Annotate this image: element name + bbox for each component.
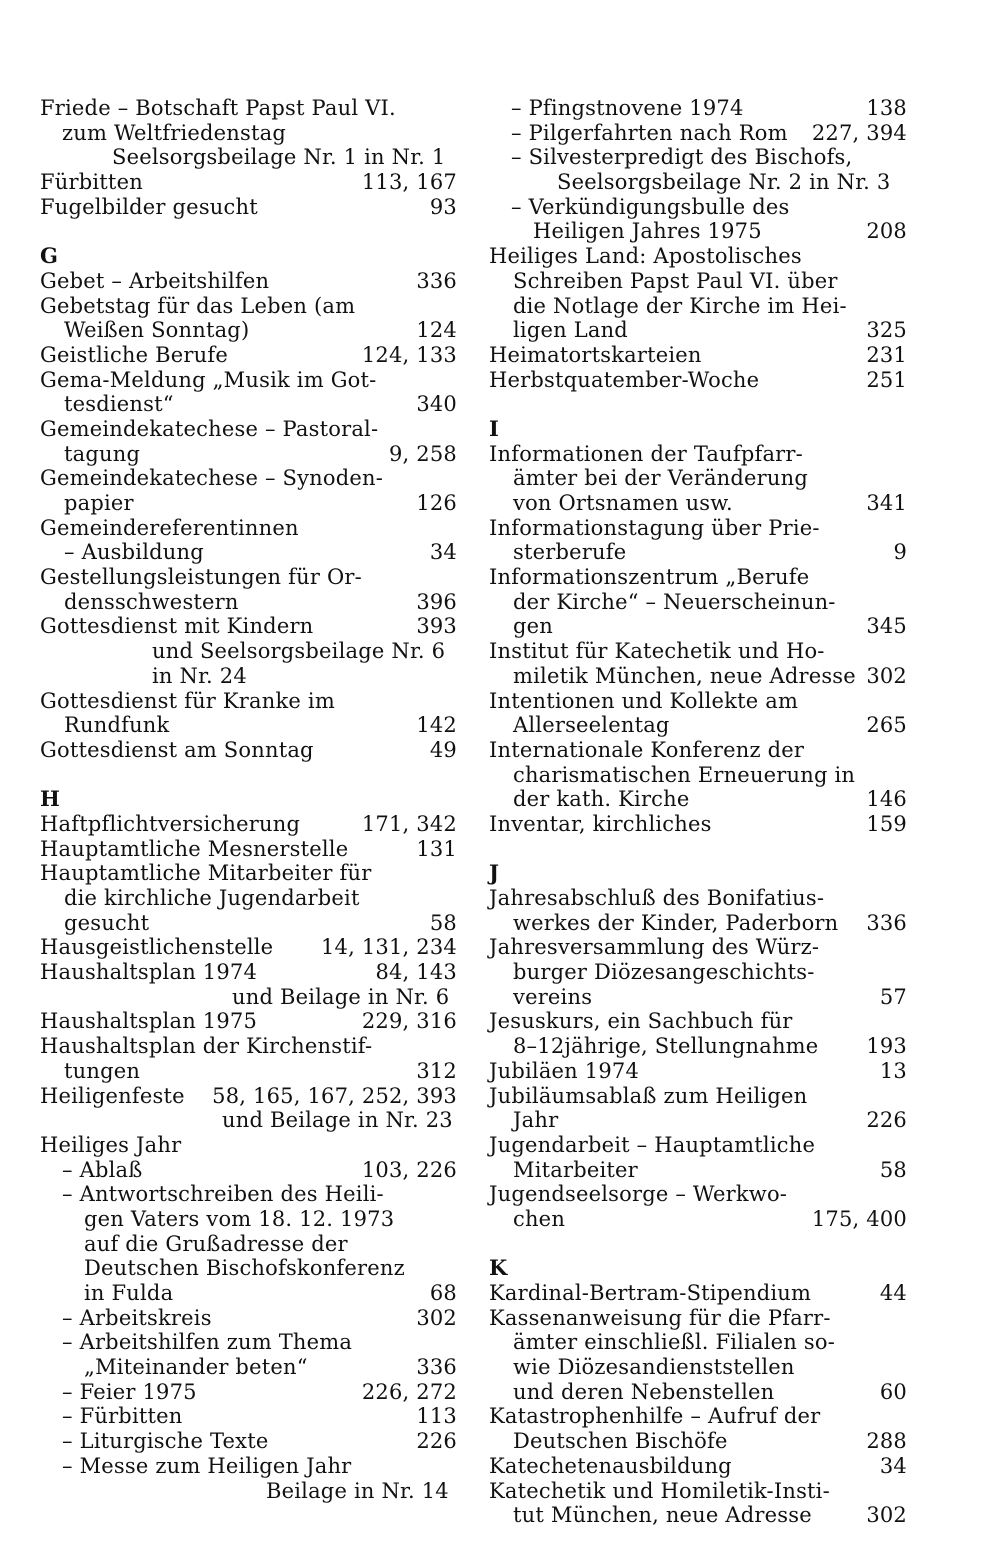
section-letter-text: H [40,786,61,812]
index-entry-page-ref: 146 [866,787,907,812]
index-entry-page-ref: 302 [416,1305,457,1330]
index-entry-text: – Ausbildung [64,540,204,565]
index-entry-page-ref: 126 [416,491,457,515]
index-entry-page-ref: 229, 316 [361,1009,457,1034]
index-entry-page-ref: 58 [429,910,457,935]
index-entry-text: die Notlage der Kirche im Hei- [513,293,847,318]
index-entry-page-ref: 231 [866,342,907,367]
index-entry-text: miletik München, neue Adresse [513,663,856,688]
section-letter [40,244,457,269]
section-letter [489,417,907,442]
index-entry-page-ref: 58 [879,1157,907,1182]
index-entry [489,935,907,960]
index-entry [40,565,457,590]
index-entry [40,812,457,837]
index-entry [489,121,907,146]
index-entry-text: Hausgeistlichenstelle [40,935,274,960]
index-entry [489,195,907,220]
index-entry [489,1182,907,1207]
index-entry [40,1281,457,1306]
index-entry-text: Kardinal-Bertram-Stipendium [489,1281,812,1305]
index-entry-page-ref: 14, 131, 234 [321,935,457,960]
index-entry [489,689,907,714]
index-entry [40,318,457,343]
index-entry-page-ref: 13 [879,1058,907,1083]
index-entry [489,664,907,689]
index-entry-text: – Pfingstnovene 1974 [511,96,744,120]
index-entry-text: tungen [64,1058,141,1083]
index-entry [489,763,907,788]
index-entry-text: Heiligen Jahres 1975 [533,219,762,244]
index-entry [40,96,457,121]
index-entry-text: Jugendarbeit – Hauptamtliche [489,1132,816,1157]
index-entry-text: – Verkündigungsbulle des [511,194,790,219]
index-entry-page-ref: 44 [879,1281,907,1305]
index-entry [489,1306,907,1331]
index-entry-text: Hauptamtliche Mitarbeiter für [40,861,372,886]
index-entry [40,1009,457,1034]
index-entry-text: – Feier 1975 [62,1379,197,1404]
index-entry-text: Informationstagung über Prie- [489,515,820,540]
index-entry-text: Mitarbeiter [513,1157,638,1182]
index-entry-text: – Messe zum Heiligen Jahr [62,1453,352,1478]
index-entry-text: gen Vaters vom 18. 12. 1973 [84,1206,395,1231]
section-gap [489,837,907,862]
index-entry-text: Jahr [513,1108,559,1133]
index-entry [40,1133,457,1158]
index-entry [40,1306,457,1331]
index-entry [489,614,907,639]
index-entry-text: Gestellungsleistungen für Or- [40,565,362,590]
index-entry-text: Gemeindekatechese – Synoden- [40,466,384,491]
index-entry [489,170,907,195]
index-entry [40,614,457,639]
index-entry [489,1454,907,1479]
index-entry-text: papier [64,491,134,515]
section-gap [489,1232,907,1257]
index-entry [489,1009,907,1034]
index-entry [489,886,907,911]
index-entry-text: Gemeindekatechese – Pastoral- [40,416,379,441]
index-entry [40,195,457,220]
section-letter-text: I [489,415,500,441]
index-entry-page-ref: 175, 400 [811,1206,907,1231]
index-entry [40,294,457,319]
index-entry-page-ref: 226 [416,1429,457,1454]
index-entry [40,170,457,195]
index-entry-text: Haftpflichtversicherung [40,811,301,836]
index-entry-page-ref: 68 [429,1281,457,1305]
index-entry-text: Seelsorgsbeilage Nr. 2 in Nr. 3 [557,170,891,195]
index-entry-page-ref: 34 [429,540,457,565]
index-entry-page-ref: 345 [866,614,907,639]
index-entry-page-ref: 226, 272 [361,1379,457,1404]
index-entry-text: Weißen Sonntag) [64,318,250,343]
index-entry [40,1059,457,1084]
index-entry-text: werkes der Kinder, Paderborn [513,910,839,935]
index-entry [40,1158,457,1183]
index-entry-text: Jahresabschluß des Bonifatius- [489,886,825,910]
index-entry [40,1034,457,1059]
index-entry-page-ref: 251 [866,367,907,392]
index-entry [489,1281,907,1306]
section-letter [489,1256,907,1281]
index-entry-text: gen [513,614,553,639]
index-entry [40,343,457,368]
index-entry-page-ref: 312 [416,1058,457,1083]
index-entry-text: ämter einschließl. Filialen so- [513,1330,835,1355]
index-entry [40,886,457,911]
index-entry [40,540,457,565]
index-entry-page-ref: 103, 226 [361,1157,457,1182]
index-entry-text: Jubiläumsablaß zum Heiligen [489,1083,808,1108]
index-entry [40,689,457,714]
index-entry-text: Beilage in Nr. 14 [266,1478,449,1503]
index-entry-page-ref: 93 [429,194,457,219]
index-entry-text: Gottesdienst für Kranke im [40,688,335,713]
index-entry-page-ref: 113 [416,1404,457,1429]
index-entry [489,1207,907,1232]
index-entry-text: gesucht [64,910,150,935]
index-entry [40,1182,457,1207]
index-column-right [489,96,907,1528]
index-entry-page-ref: 336 [416,268,457,293]
index-entry [489,442,907,467]
section-gap [489,392,907,417]
index-entry [40,491,457,516]
index-entry-text: Deutschen Bischöfe [513,1429,728,1454]
index-entry-text: ämter bei der Veränderung [513,466,809,491]
index-entry [489,639,907,664]
index-entry [40,837,457,862]
index-entry-text: 8–12jährige, Stellungnahme [513,1034,819,1059]
index-entry-text: – Antwortschreiben des Heili- [62,1182,384,1207]
index-entry [489,1503,907,1528]
index-entry [40,1330,457,1355]
index-column-left [40,96,457,1503]
index-entry-text: – Liturgische Texte [62,1429,269,1454]
index-entry [489,294,907,319]
index-entry-text: Jubiläen 1974 [489,1058,640,1083]
index-entry-text: Deutschen Bischofskonferenz [84,1256,405,1281]
index-entry [489,1158,907,1183]
index-entry-text: Inventar, kirchliches [489,811,712,836]
index-entry [40,466,457,491]
index-entry-text: Gema-Meldung „Musik im Got- [40,367,377,392]
index-entry-text: – Arbeitskreis [62,1305,212,1330]
index-entry [40,442,457,467]
index-entry [40,1084,457,1109]
index-entry-text: Friede – Botschaft Papst Paul VI. [40,96,396,120]
index-entry-text: Intentionen und Kollekte am [489,688,799,713]
index-entry [489,1479,907,1504]
index-entry [40,738,457,763]
index-entry [40,516,457,541]
index-entry-text: Allerseelentag [513,713,670,738]
index-entry [489,1355,907,1380]
index-entry-text: Informationszentrum „Berufe [489,565,810,590]
section-gap [40,763,457,788]
index-entry-text: charismatischen Erneuerung in [513,762,856,787]
index-entry [40,145,457,170]
index-entry-text: und Seelsorgsbeilage Nr. 6 [152,639,446,664]
index-entry-page-ref: 336 [416,1355,457,1380]
index-entry [40,121,457,146]
index-entry-text: und Beilage in Nr. 6 [232,984,450,1009]
index-entry-page-ref: 325 [866,318,907,343]
index-entry [489,466,907,491]
index-entry-text: Heimatortskarteien [489,342,702,367]
index-entry-text: tesdienst“ [64,392,174,417]
index-entry [40,1429,457,1454]
index-entry-text: tagung [64,441,141,466]
index-entry [489,491,907,516]
index-entry [40,639,457,664]
index-entry-text: Katechetenausbildung [489,1453,732,1478]
index-entry [489,1380,907,1405]
index-entry [40,392,457,417]
index-entry-text: Jugendseelsorge – Werkwo- [489,1182,788,1207]
index-entry-text: – Pilgerfahrten nach Rom [511,120,788,145]
index-entry [489,812,907,837]
index-entry [40,664,457,689]
index-entry-page-ref: 336 [866,910,907,935]
index-entry [40,911,457,936]
index-entry-page-ref: 193 [866,1034,907,1059]
index-entry-page-ref: 57 [879,984,907,1009]
index-entry [40,1355,457,1380]
index-entry [489,1084,907,1109]
index-entry-page-ref: 288 [866,1429,907,1454]
index-entry [489,269,907,294]
index-entry-text: Jesuskurs, ein Sachbuch für [489,1009,793,1034]
index-entry-text: Herbstquatember-Woche [489,367,760,392]
index-entry-page-ref: 49 [429,737,457,762]
index-entry-text: Gebet – Arbeitshilfen [40,268,270,293]
index-entry-text: und Beilage in Nr. 23 [222,1108,453,1133]
index-entry-text: von Ortsnamen usw. [513,491,733,515]
index-entry [489,1059,907,1084]
index-entry-page-ref: 124 [416,318,457,343]
index-entry [489,244,907,269]
index-entry-page-ref: 227, 394 [811,120,907,145]
index-entry [489,343,907,368]
index-entry-page-ref: 84, 143 [375,960,457,985]
index-entry-text: Gebetstag für das Leben (am [40,293,356,318]
index-entry [489,1330,907,1355]
index-entry [489,516,907,541]
index-entry-text: Schreiben Papst Paul VI. über [513,268,838,293]
index-entry-text: – Silvesterpredigt des Bischofs, [511,145,853,170]
index-entry [489,713,907,738]
index-entry [489,738,907,763]
index-entry [489,1034,907,1059]
index-entry [489,1429,907,1454]
index-entry-text: Heiligenfeste [40,1083,185,1108]
index-entry-text: Katastrophenhilfe – Aufruf der [489,1404,821,1429]
index-entry-text: Gottesdienst am Sonntag [40,737,314,762]
index-entry [40,935,457,960]
index-entry-text: – Arbeitshilfen zum Thema [62,1330,353,1355]
index-entry-text: zum Weltfriedenstag [62,120,286,145]
section-letter [40,787,457,812]
index-entry-text: – Ablaß [62,1157,143,1182]
index-entry-text: der Kirche“ – Neuerscheinun- [513,589,836,614]
index-entry-text: und deren Nebenstellen [513,1379,775,1404]
index-entry [40,1232,457,1257]
index-entry-page-ref: 393 [416,614,457,639]
index-entry-page-ref: 113, 167 [361,170,457,195]
index-entry [40,417,457,442]
index-entry [40,1380,457,1405]
index-entry-text: Haushaltsplan der Kirchenstif- [40,1034,373,1059]
index-entry [40,861,457,886]
index-entry-text: Kassenanweisung für die Pfarr- [489,1305,831,1330]
index-entry-text: tut München, neue Adresse [513,1503,812,1528]
index-entry-text: Haushaltsplan 1974 [40,960,258,985]
section-letter-text: J [489,860,500,886]
index-entry-text: vereins [513,984,593,1009]
index-entry-page-ref: 142 [416,713,457,738]
index-entry-page-ref: 9 [893,540,907,565]
index-entry-page-ref: 302 [866,1503,907,1528]
index-entry [40,368,457,393]
index-entry [489,1133,907,1158]
index-entry-text: Haushaltsplan 1975 [40,1009,258,1034]
index-entry [489,368,907,393]
index-entry-page-ref: 171, 342 [361,811,457,836]
index-entry [489,787,907,812]
index-entry [40,1207,457,1232]
index-entry-text: ligen Land [513,318,628,343]
index-entry-page-ref: 208 [866,219,907,244]
index-entry [40,985,457,1010]
index-entry [489,540,907,565]
index-entry-text: chen [513,1206,566,1231]
section-letter [489,861,907,886]
index-entry-text: auf die Grußadresse der [84,1231,348,1256]
index-entry [489,590,907,615]
index-entry-text: Fürbitten [40,170,143,195]
index-entry-text: burger Diözesangeschichts- [513,960,815,985]
index-entry-page-ref: 124, 133 [361,342,457,367]
index-entry-page-ref: 302 [866,663,907,688]
index-entry [40,269,457,294]
index-entry-text: Internationale Konferenz der [489,737,805,762]
index-entry-text: Seelsorgsbeilage Nr. 1 in Nr. 1 [112,145,446,170]
index-entry-text: Hauptamtliche Mesnerstelle [40,836,349,861]
index-entry-page-ref: 131 [416,836,457,861]
section-letter-text: G [40,243,59,269]
index-entry-text: densschwestern [64,589,239,614]
section-letter-text: K [489,1255,508,1281]
index-entry [40,713,457,738]
index-entry [489,219,907,244]
index-entry-page-ref: 226 [866,1108,907,1133]
index-entry-page-ref: 340 [416,392,457,417]
index-entry [489,565,907,590]
index-entry-text: Gottesdienst mit Kindern [40,614,314,639]
index-entry-text: Katechetik und Homiletik-Insti- [489,1478,830,1503]
index-entry [489,318,907,343]
index-entry-page-ref: 138 [866,96,907,120]
index-entry-text: – Fürbitten [62,1404,183,1429]
index-entry [40,1479,457,1504]
index-entry-text: die kirchliche Jugendarbeit [64,886,360,910]
index-entry-text: Rundfunk [64,713,170,738]
index-entry-text: sterberufe [513,540,627,565]
index-entry [40,590,457,615]
index-entry-text: Institut für Katechetik und Ho- [489,639,825,664]
index-entry-text: Geistliche Berufe [40,342,228,367]
index-entry-text: wie Diözesandienststellen [513,1355,795,1380]
index-entry [489,96,907,121]
index-entry [40,1108,457,1133]
index-entry-page-ref: 60 [879,1379,907,1404]
section-gap [40,219,457,244]
index-entry-page-ref: 9, 258 [389,441,457,466]
index-entry [40,960,457,985]
index-entry-page-ref: 34 [879,1453,907,1478]
index-entry [489,911,907,936]
index-entry [489,1404,907,1429]
index-entry-text: Jahresversammlung des Würz- [489,935,820,960]
index-entry-page-ref: 58, 165, 167, 252, 393 [212,1083,457,1108]
index-entry-page-ref: 396 [416,589,457,614]
index-entry-text: der kath. Kirche [513,787,690,812]
index-entry-text: „Miteinander beten“ [84,1355,308,1380]
index-entry [489,985,907,1010]
index-entry-page-ref: 265 [866,713,907,738]
index-entry [489,145,907,170]
index-entry [40,1454,457,1479]
index-entry-text: Heiliges Jahr [40,1132,182,1157]
index-entry [489,1108,907,1133]
index-entry-text: Fugelbilder gesucht [40,194,258,219]
index-entry [489,960,907,985]
index-entry-page-ref: 341 [866,491,907,515]
index-entry [40,1404,457,1429]
index-entry-text: Informationen der Taufpfarr- [489,441,803,466]
index-entry-page-ref: 159 [866,811,907,836]
index-entry-text: in Fulda [84,1281,174,1305]
index-entry-text: Heiliges Land: Apostolisches [489,244,802,269]
index-entry-text: Gemeindereferentinnen [40,515,299,540]
index-entry-text: in Nr. 24 [152,663,247,688]
index-entry [40,1256,457,1281]
